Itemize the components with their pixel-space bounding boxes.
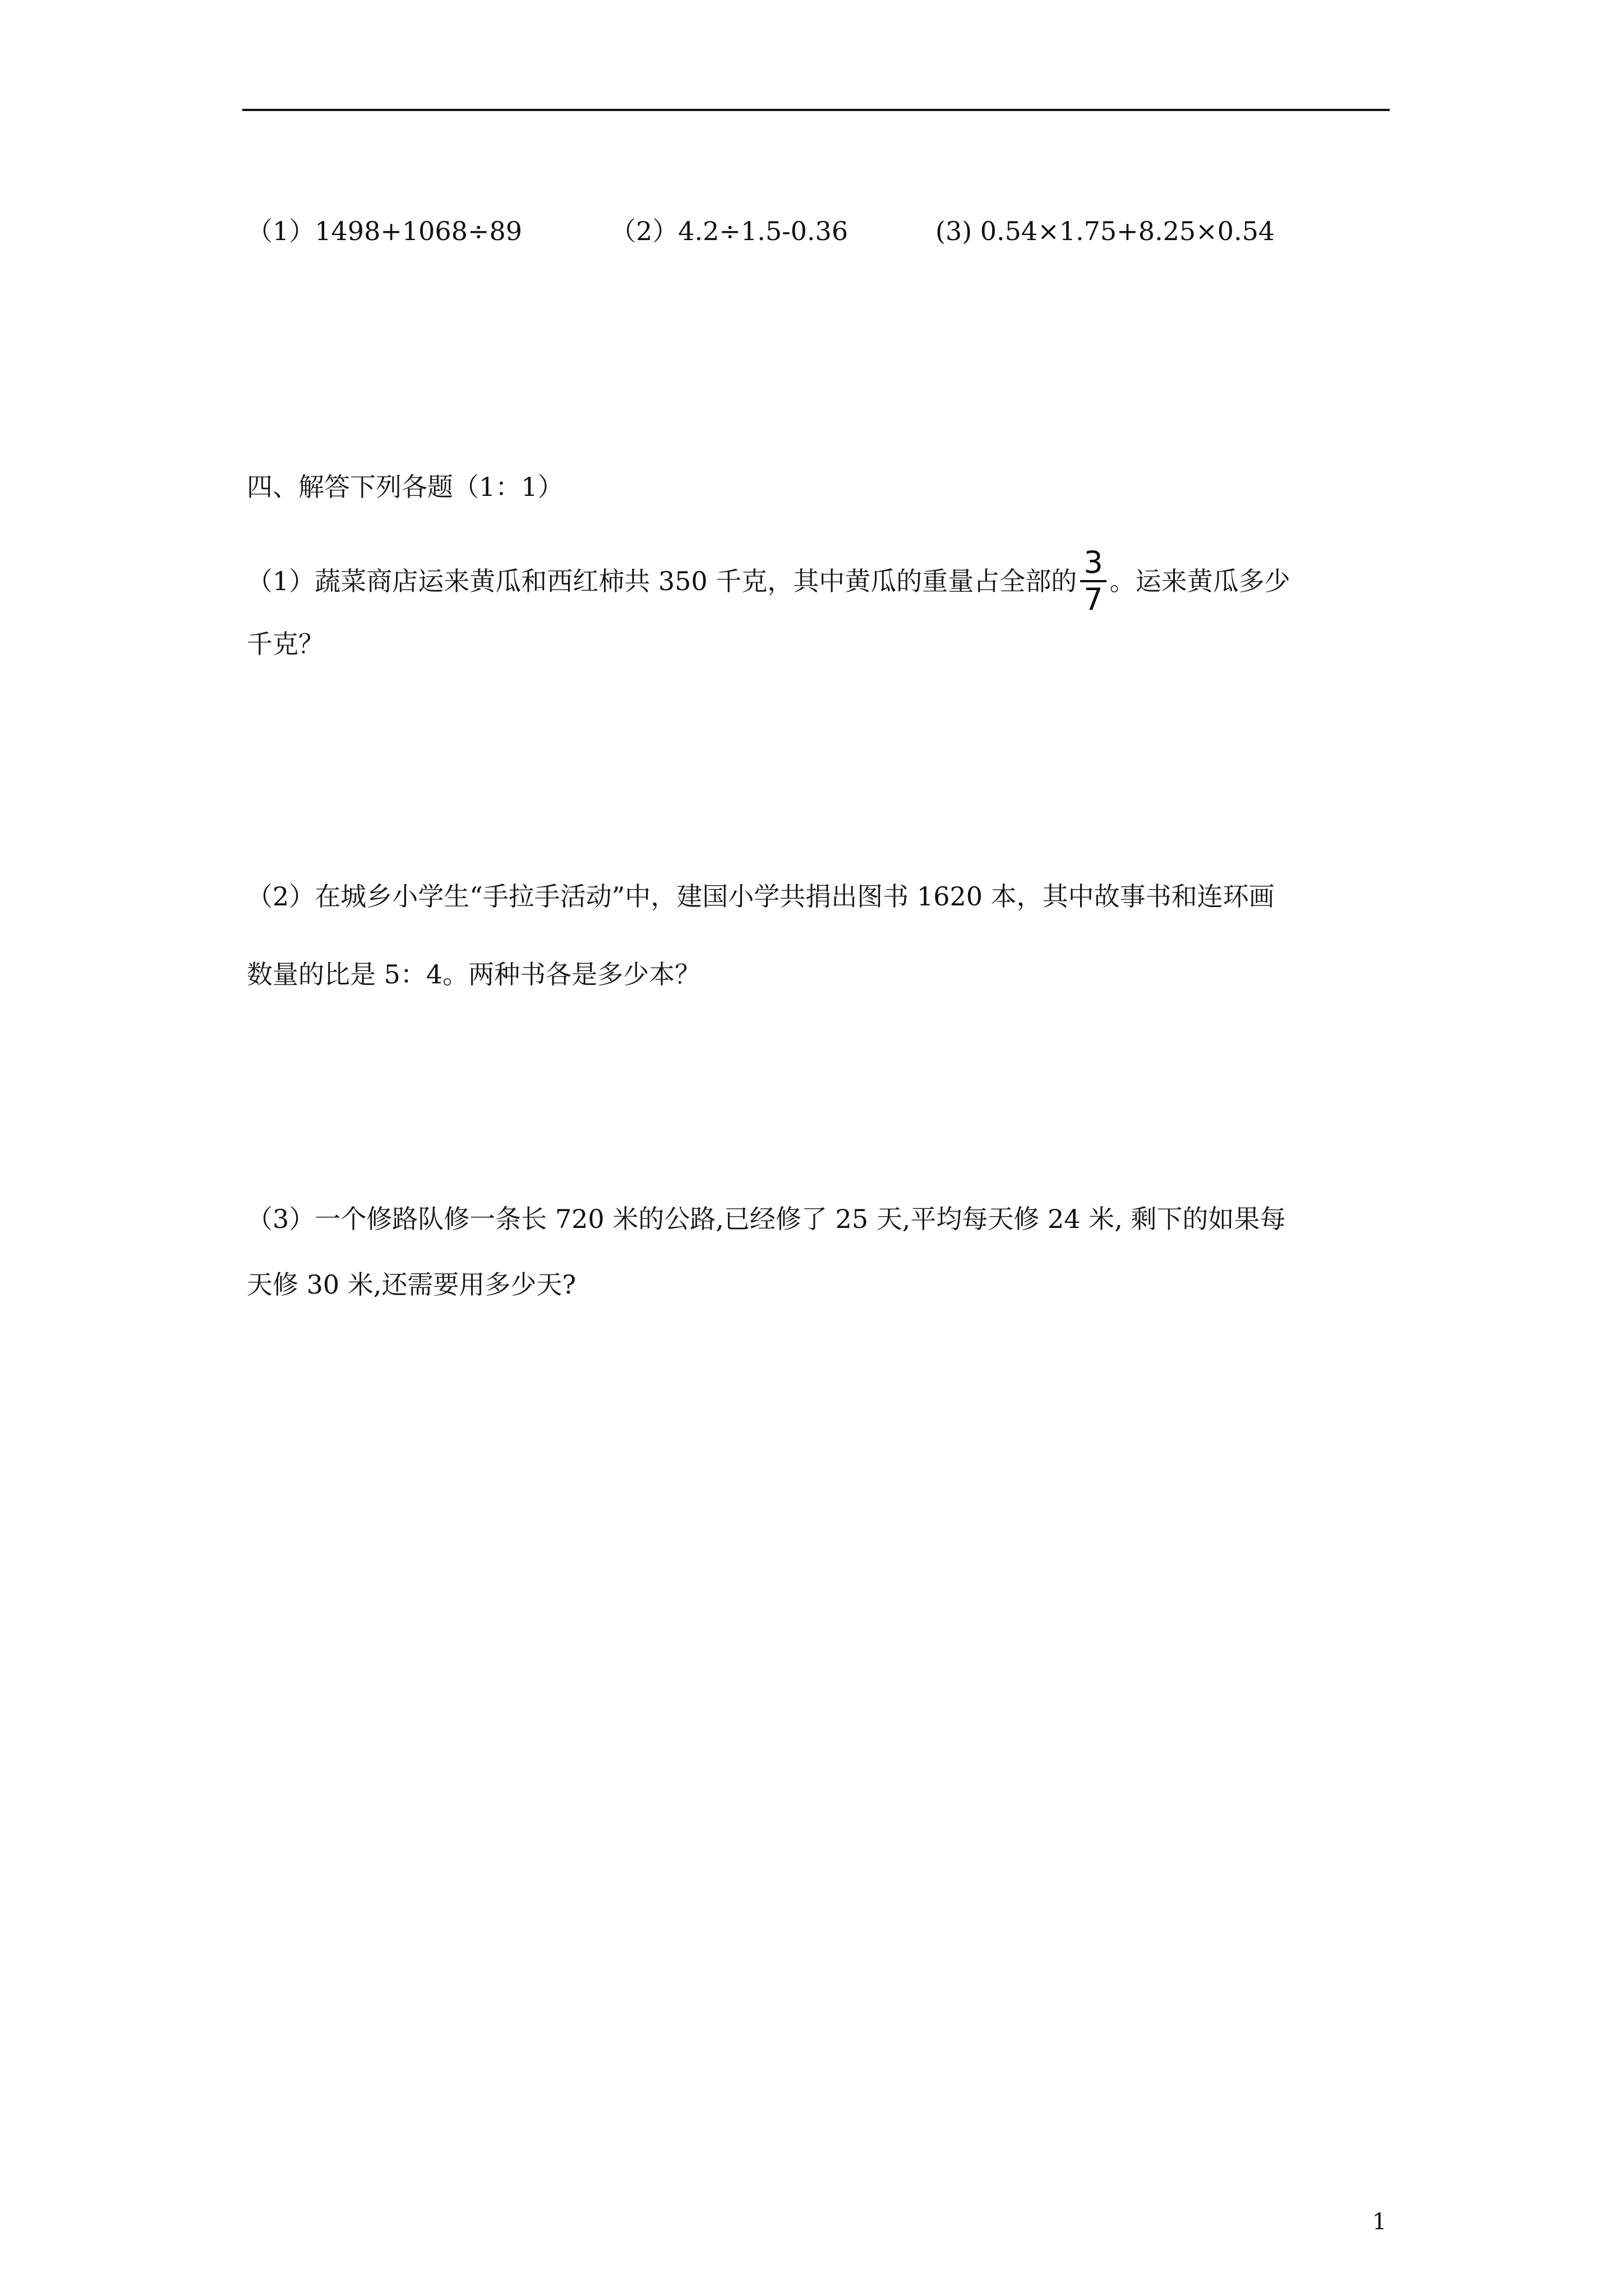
computation-3: (3) 0.54×1.75+8.25×0.54 — [935, 216, 1275, 246]
question-2-line-2: 数量的比是 5：4。两种书各是多少本？ — [247, 959, 701, 990]
question-1-line-1 — [247, 547, 1290, 619]
fraction-three-sevenths — [1080, 545, 1106, 617]
question-1-text-before: （1）蔬菜商店运来黄瓜和西红柿共 350 千克，其中黄瓜的重量占全部的 — [247, 566, 1077, 596]
fraction-denominator: 7 — [1083, 582, 1103, 617]
question-3-line-2: 天修 30 米,还需要用多少天? — [247, 1269, 577, 1300]
section-title: 四、解答下列各题（1：1） — [247, 472, 564, 502]
page-number: 1 — [1372, 2209, 1387, 2235]
question-1-text-after: 。运来黄瓜多少 — [1109, 566, 1290, 596]
computation-2: （2）4.2÷1.5-0.36 — [610, 216, 849, 246]
question-1-line-2: 千克？ — [247, 629, 324, 659]
question-2-line-1: （2）在城乡小学生“手拉手活动”中，建国小学共捐出图书 1620 本，其中故事书和连环画 — [247, 881, 1275, 912]
header-rule — [242, 109, 1390, 111]
fraction-numerator: 3 — [1080, 545, 1106, 582]
computation-1: （1）1498+1068÷89 — [247, 216, 523, 246]
question-3-line-1: （3）一个修路队修一条长 720 米的公路,已经修了 25 天,平均每天修 24 米, 剩下的如果每 — [247, 1204, 1286, 1234]
